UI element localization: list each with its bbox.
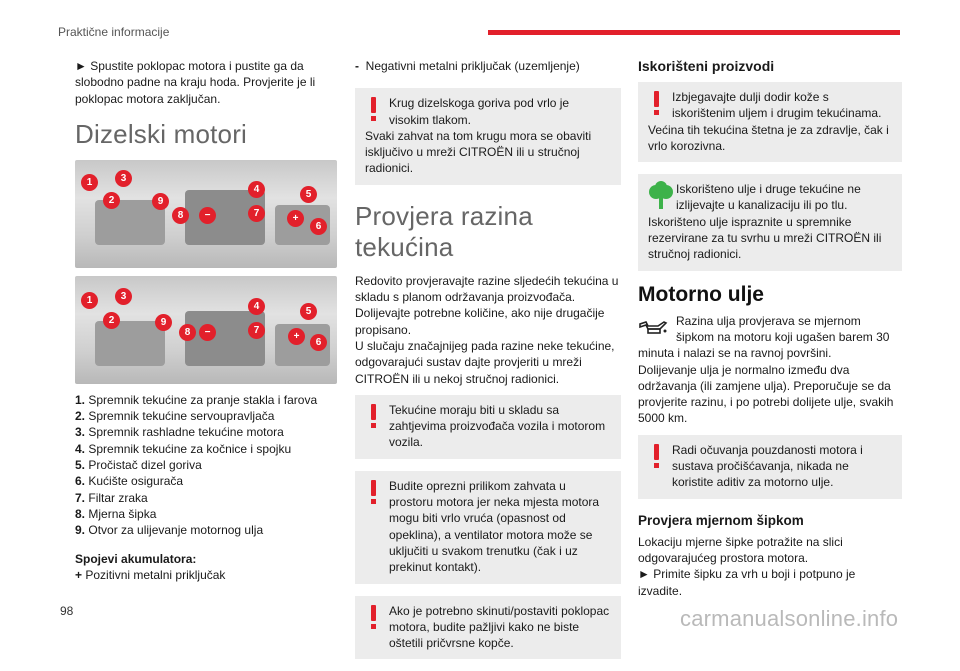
dipstick-step: ► Primite šipku za vrh u boji i potpuno je izvadite.: [638, 567, 856, 598]
oil-paragraph: Razina ulja provjerava se mjernom šipkom na motoru koji ugašen barem 30 minuta i nalazi se na ravnoj površini.: [638, 313, 890, 361]
component-list: [75, 392, 337, 539]
warning-icon: [650, 443, 664, 469]
oil-paragraph-2: Dolijevanje ulja je normalno između dva održavanja (ili zamjene ulja). Preporučuje se da provjerite razinu, i po potrebi dolijete ulje, svakih 5000 km.: [638, 362, 894, 426]
list-item: 1. Spremnik tekućine za pranje stakla i farova: [75, 392, 318, 407]
list-item: 6. Kućište osigurača: [75, 474, 184, 489]
list-item: 5. Pročistač dizel goriva: [75, 458, 202, 473]
oil-can-icon: [638, 315, 668, 339]
warning-note-fuel: Krug dizelskoga goriva pod vrlo je visokim tlakom. Svaki zahvat na tom krugu mora se obaviti isključivo u mreži CITROËN ili u stručnoj radionici.: [355, 88, 621, 184]
callout-5: 5: [300, 303, 317, 320]
list-item: 3. Spremnik rashladne tekućine motora: [75, 425, 284, 440]
heading-used-products: Iskorišteni proizvodi: [638, 58, 775, 74]
battery-minus-item: - Negativni metalni priključak (uzemljenje): [355, 59, 580, 73]
callout-6: 6: [310, 218, 327, 235]
warning-note-hot: Budite oprezni prilikom zahvata u prostoru motora jer neka mjesta motora mogu biti vrlo vruća (opasnost od opeklina), a ventilator motora može se uključiti u svakom trenutku (čak i uz prekinut kontakt).: [355, 471, 621, 584]
list-item: 9. Otvor za ulijevanje motornog ulja: [75, 523, 264, 538]
warning-note-fluids: Tekućine moraju biti u skladu sa zahtjevima proizvođača vozila i motorom vozila.: [355, 395, 621, 459]
callout-5: 5: [300, 186, 317, 203]
warning-note-cover: Ako je potrebno skinuti/postaviti poklopac motora, budite pažljivi kako ne biste oštetili pričvrsne kopče.: [355, 596, 621, 660]
heading-diesel-engines: Dizelski motori: [75, 118, 248, 149]
callout-4: 4: [248, 181, 265, 198]
callout-minus: −: [199, 324, 216, 341]
oil-paragraph-block: [638, 313, 902, 362]
callout-7: 7: [248, 322, 265, 339]
callout-plus: +: [288, 328, 305, 345]
heading-dipstick-check: Provjera mjernom šipkom: [638, 512, 804, 528]
engine-bay-image-1: [75, 160, 337, 268]
list-item: 7. Filtar zraka: [75, 490, 148, 505]
callout-2: 2: [103, 192, 120, 209]
warning-icon: [650, 90, 664, 116]
callout-minus: −: [199, 207, 216, 224]
callout-6: 6: [310, 334, 327, 351]
list-item: 2. Spremnik tekućine servoupravljača: [75, 409, 275, 424]
warning-note-skin: Izbjegavajte dulji dodir kože s iskorištenim uljem i drugim tekućinama. Većina tih tekućina štetna je za zdravlje, čak i vrlo korozivna.: [638, 82, 902, 162]
engine-bay-image-2: [75, 276, 337, 384]
eco-note-disposal: Iskorišteno ulje i druge tekućine ne izlijevajte u kanalizaciju ili po tlu. Iskorišteno ulje ispraznite u spremnike rezervirane za tu svrhu u mreži CITROËN ili stručnoj radionici.: [638, 174, 902, 270]
callout-3: 3: [115, 170, 132, 187]
callout-8: 8: [172, 207, 189, 224]
heading-engine-oil: Motorno ulje: [638, 282, 764, 306]
battery-plus-item: + Pozitivni metalni priključak: [75, 567, 226, 582]
callout-3: 3: [115, 288, 132, 305]
column-left: [75, 58, 337, 583]
callout-9: 9: [152, 193, 169, 210]
callout-8: 8: [179, 324, 196, 341]
fluid-paragraph: Redovito provjeravajte razine sljedećih tekućina u skladu s planom održavanja proizvođača. Dolijevajte potrebne količine, ako nije drugačije propisano.: [355, 273, 619, 337]
callout-1: 1: [81, 292, 98, 309]
warning-icon: [367, 479, 381, 505]
dipstick-paragraph: Lokaciju mjerne šipke potražite na slici odgovarajućeg prostora motora.: [638, 534, 843, 565]
eco-tree-icon: [648, 182, 674, 210]
warning-icon: [367, 96, 381, 122]
header-section-title: Praktične informacije: [58, 25, 170, 39]
header-red-bar: [488, 30, 900, 35]
warning-icon: [367, 403, 381, 429]
page-number: 98: [60, 604, 74, 618]
column-right: [638, 58, 902, 599]
warning-icon: [367, 604, 381, 630]
callout-2: 2: [103, 312, 120, 329]
callout-4: 4: [248, 298, 265, 315]
callout-plus: +: [287, 210, 304, 227]
column-middle: [355, 58, 621, 671]
warning-note-additive: Radi očuvanja pouzdanosti motora i sustava pročišćavanja, nikada ne koristite aditiv za motorno ulje.: [638, 435, 902, 499]
fluid-paragraph-2: U slučaju značajnijeg pada razine neke tekućine, odgovarajući sustav dajte provjeriti u mreži CITROËN ili u nekoj stručnoj radionici.: [355, 338, 615, 386]
callout-7: 7: [248, 205, 265, 222]
battery-heading: Spojevi akumulatora:: [75, 551, 197, 566]
callout-9: 9: [155, 314, 172, 331]
list-item: 8. Mjerna šipka: [75, 506, 157, 521]
heading-fluid-levels: Provjera razina tekućina: [355, 200, 533, 262]
watermark: carmanualsonline.info: [680, 606, 899, 631]
list-item: 4. Spremnik tekućine za kočnice i spojku: [75, 441, 292, 456]
callout-1: 1: [81, 174, 98, 191]
intro-paragraph: ► Spustite poklopac motora i pustite ga da slobodno padne na kraju hoda. Provjerite je li poklopac motora zaključan.: [75, 59, 316, 106]
